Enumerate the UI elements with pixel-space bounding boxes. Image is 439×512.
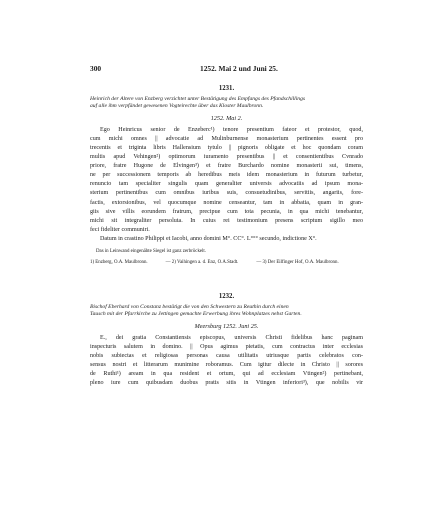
- charter-text: [90, 334, 363, 389]
- running-head: [90, 64, 363, 76]
- running-title: 1252. Mai 2 und Juni 25.: [200, 64, 278, 73]
- charter-regest: [90, 304, 363, 319]
- text-line: nobis subiectas et religiosas personas causa utilitatis utriusque partis celebratos con-: [90, 353, 363, 360]
- charter-regest: [90, 96, 363, 111]
- seal-note: Das in Leinwand eingenähte Siegel ist ganz zerbröckelt.: [96, 249, 206, 255]
- text-line: pleno iure cum quibusdam duobus pratis sitis in Vtingen inferiori³), que nobilis vir: [90, 380, 363, 387]
- text-line: multis apud Vehingen²) optimorum iuramento presentibus || et consentientibus Cvnrado: [90, 154, 363, 161]
- text-line: ne per successionem temporis ab heredibus meis idem monasterium in futurum turbetur,: [90, 172, 363, 179]
- text-line: Datum in crastino Philippi et Iacobi, anno domini M°. CC°. L°°° secundo, indictione X°.: [100, 235, 317, 242]
- charter-1231: [90, 84, 363, 266]
- charter-date: Meersburg 1252. Juni 25.: [194, 322, 259, 330]
- text-line: priore, fratre Hugone de Elvingen³) et fratre Burchardo nomine monasterii sui, timens,: [90, 163, 363, 170]
- text-line: factis, extorsionibus, vel quocumque nomine censeantur, tam in abbatia, quam in gran-: [90, 199, 363, 206]
- text-line: giis sive villis eorundem fratrum, precipue cum tota pecunia, in qua michi tenebantur,: [90, 208, 363, 215]
- text-line: trecentis et triginta libris Hallensium tytulo || pignoris obligate et hoc quondam coram: [90, 145, 363, 151]
- regest-line: auf alle ihm verpfändet gewesenen Vogteirechte über das Kloster Maulbronn.: [90, 103, 264, 110]
- charter-text: [90, 126, 363, 244]
- text-line: inspecturis salutem in domino. || Opus agimus pietatis, cum contractus inter ecclesias: [90, 343, 363, 350]
- footnote: — 2) Vaihingen a. d. Enz, O.A.Stadt.: [165, 260, 239, 266]
- text-line: Ego Heinricus senior de Enzeberc¹) tenore presentium fateor et protestor, quod,: [100, 126, 363, 133]
- text-line: sensus nostri et litterarum munimine roboramus. Cum igitur dilecte in Christo || sorores: [90, 362, 363, 369]
- footnotes: [90, 259, 363, 266]
- text-line: cum michi omnes || advocatie ad Mulinburnense monasterium pertinentes essent pro: [90, 135, 363, 142]
- regest-line: Bischof Eberhard von Constanz bestätigt die von den Schwestern zu Reuthin durch einen: [90, 304, 289, 311]
- charter-number: 1232.: [218, 293, 235, 301]
- text-line: E., dei gratia Constantiensis episcopus, universis Christi fidelibus hanc paginam: [100, 334, 363, 341]
- charter-number: 1231.: [218, 85, 235, 92]
- footnote: 1) Enzberg, O.A. Maulbronn.: [90, 260, 148, 266]
- regest-line: Tausch mit der Pfarrkirche zu Jettingen gemachte Erwerbung ihres Wohnplatzes nebst Garten.: [90, 311, 302, 318]
- text-line: sterium pertinentibus cum omnibus iuribus suis, consuetudinibus, servitiis, angariis, fore-: [90, 190, 363, 197]
- charter-1232: [90, 292, 363, 388]
- charter-date: 1252. Mai 2.: [210, 114, 243, 122]
- regest-line: Heinrich der Ältere von Enzberg verzichtet unter Bestätigung des Empfangs des Pfandschillings: [90, 96, 306, 102]
- footnote: — 3) Der Eilfinger Hof, O.A. Maulbronn.: [256, 260, 339, 266]
- text-line: feci fideliter communiri.: [90, 226, 150, 233]
- text-line: michi sit integraliter persoluta. In cuius rei testimonium presens scriptum sigillo meo: [90, 217, 363, 224]
- text-line: de Ruthi¹) aream in qua resident et ortum, qui ad ecclesiam Vtingen²) pertinebant,: [90, 371, 363, 378]
- page-number: 300: [90, 64, 102, 73]
- text-line: renuncio tam specialiter singulis quam generaliter universis advocatiis ad ipsum mona-: [90, 181, 363, 188]
